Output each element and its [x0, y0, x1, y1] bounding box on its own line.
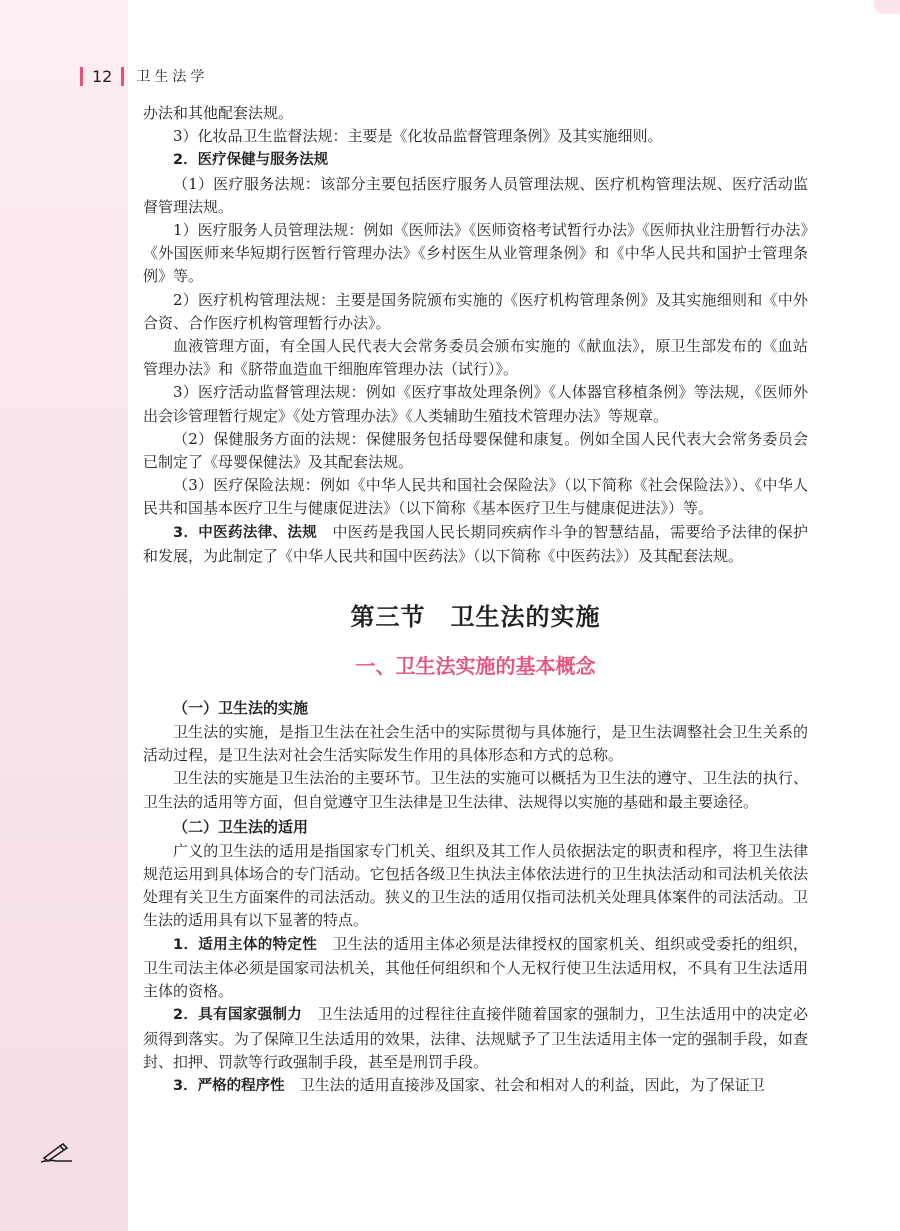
- paragraph: 3）化妆品卫生监督法规：主要是《化妆品监督管理条例》及其实施细则。: [173, 127, 663, 146]
- paragraph-text: 中医药是我国人民长期同疾病作斗争的智慧结晶，需要给予法律的保护和发展，为此制定了《中华人民共和国中医药法》（以下简称《中医药法》）及其配套法规。: [143, 522, 808, 565]
- inline-heading: 2．具有国家强制力: [173, 1007, 303, 1024]
- left-margin-band: [0, 0, 128, 1231]
- inline-heading: 1．适用主体的特定性: [173, 936, 318, 953]
- paragraph: 1）医疗服务人员管理法规：例如《医师法》《医师资格考试暂行办法》《医师执业注册暂行办法》《外国医师来华短期行医暂行管理办法》《乡村医生从业管理条例》和《中华人民共和国护士管理条例》等。: [143, 221, 808, 286]
- paragraph-item-3: [143, 1074, 808, 1098]
- paragraph-text: 卫生法适用的过程往往直接伴随着国家的强制力，卫生法适用中的决定必须得到落实。为了保障卫生法适用的效果，法律、法规赋予了卫生法适用主体一定的强制手段，如查封、扣押、罚款等行政强制手段，甚至是刑罚手段。: [143, 1005, 808, 1071]
- paragraph: 2）医疗机构管理法规：主要是国务院颁布实施的《医疗机构管理条例》及其实施细则和《中外合资、合作医疗机构管理暂行办法》。: [143, 290, 808, 332]
- paragraph: （2）保健服务方面的法规：保健服务包括母婴保健和康复。例如全国人民代表大会常务委员会已制定了《母婴保健法》及其配套法规。: [143, 429, 808, 472]
- paragraph-item-2: [143, 1003, 808, 1074]
- page-number: 12: [92, 66, 113, 86]
- section-title: 第三节 卫生法的实施: [350, 603, 601, 632]
- subheading-medical-services: [143, 148, 808, 172]
- inline-heading: 3．严格的程序性: [173, 1077, 285, 1094]
- corner-tab: [874, 0, 900, 14]
- subheading-text: 2．医疗保健与服务法规: [173, 152, 329, 169]
- paragraph-item-1: [143, 933, 808, 1004]
- paragraph: 广义的卫生法的适用是指国家专门机关、组织及其工作人员依据法定的职责和程序，将卫生法律规范运用到具体场合的专门活动。它包括各级卫生执法主体依法进行的卫生执法活动和司法机关依法处理有关卫生方面案件的司法活动。狭义的卫生法的适用仅指司法机关处理具体案件的司法活动。卫生法的适用具有以下显著的特点。: [143, 841, 808, 930]
- paragraph: （1）医疗服务法规：该部分主要包括医疗服务人员管理法规、医疗机构管理法规、医疗活动监督管理法规。: [143, 174, 808, 216]
- paragraph-tcm: [143, 521, 808, 568]
- header-bar-right: [121, 67, 124, 86]
- paragraph-text: 卫生法的适用主体必须是法律授权的国家机关、组织或受委托的组织，卫生司法主体必须是国家司法机关，其他任何组织和个人无权行使卫生法适用权，不具有卫生法适用主体的资格。: [143, 934, 808, 1001]
- paragraph: 3）医疗活动监督管理法规：例如《医疗事故处理条例》《人体器官移植条例》等法规，《医师外出会诊管理暂行规定》《处方管理办法》《人类辅助生殖技术管理办法》等规章。: [143, 383, 808, 425]
- running-header: [80, 64, 208, 88]
- heading-implementation: （一）卫生法的实施: [173, 699, 309, 718]
- paragraph: 血液管理方面，有全国人民代表大会常务委员会颁布实施的《献血法》，原卫生部发布的《血站管理办法》和《脐带血造血干细胞库管理办法（试行）》。: [143, 337, 808, 379]
- inline-heading: 3．中医药法律、法规: [173, 524, 318, 541]
- header-bar-left: [80, 67, 83, 86]
- paragraph: 卫生法的实施是卫生法治的主要环节。卫生法的实施可以概括为卫生法的遵守、卫生法的执行、卫生法的适用等方面，但自觉遵守卫生法律是卫生法律、法规得以实施的基础和最主要途径。: [143, 769, 808, 811]
- subsection-title: 一、卫生法实施的基本概念: [355, 654, 596, 679]
- paragraph-text: 卫生法的适用直接涉及国家、社会和相对人的利益，因此，为了保证卫: [284, 1075, 765, 1094]
- paragraph: （3）医疗保险法规：例如《中华人民共和国社会保险法》（以下简称《社会保险法》）、《中华人民共和国基本医疗卫生与健康促进法》（以下简称《基本医疗卫生与健康促进法》）等。: [143, 476, 808, 518]
- book-title: 卫生法学: [136, 69, 209, 85]
- paragraph: 办法和其他配套法规。: [143, 104, 294, 122]
- pen-icon: [38, 1142, 78, 1166]
- paragraph: 卫生法的实施，是指卫生法在社会生活中的实际贯彻与具体施行，是卫生法调整社会卫生关系的活动过程，是卫生法对社会生活实际发生作用的具体形态和方式的总称。: [143, 723, 808, 765]
- page-body: [143, 102, 808, 1098]
- heading-application: （二）卫生法的适用: [173, 817, 309, 836]
